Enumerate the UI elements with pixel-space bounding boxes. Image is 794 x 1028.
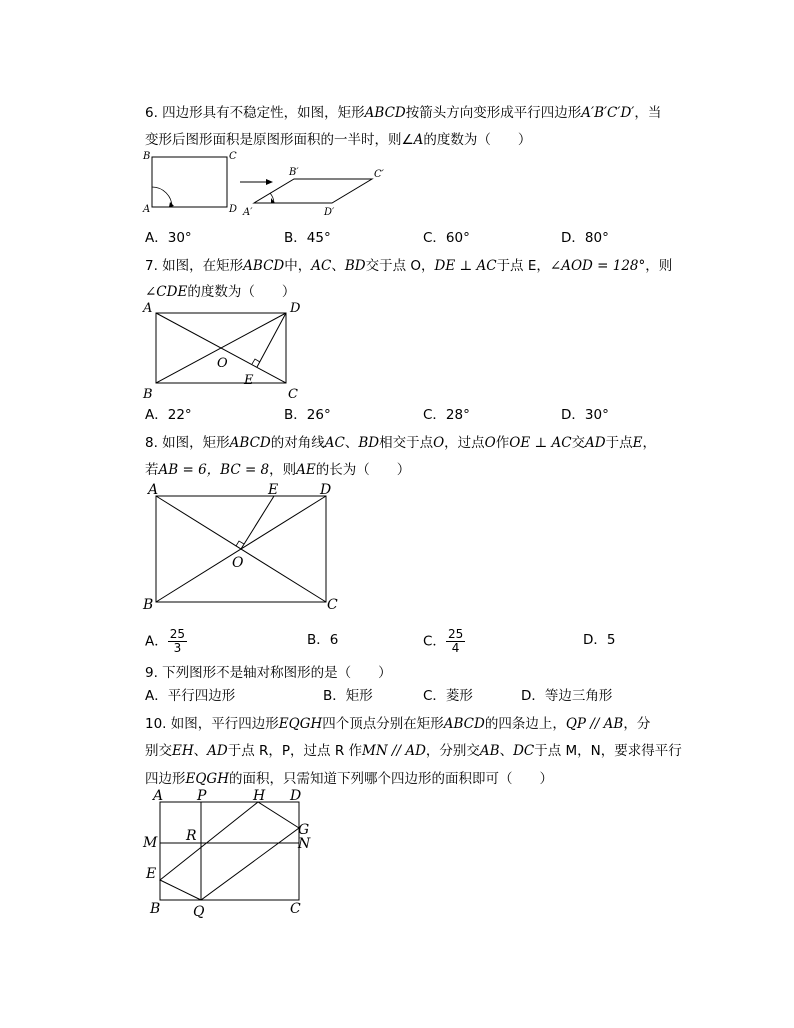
q10-label-R: R — [186, 828, 197, 844]
q10-label-N: N — [298, 836, 311, 852]
q7-label-A: A — [143, 301, 153, 316]
q8-text: ，则 — [269, 462, 297, 478]
q7-label-O: O — [217, 356, 228, 371]
q10-rectangle — [160, 802, 299, 900]
q8-label-B: B — [143, 597, 154, 613]
q7-math: ∠AOD = 128° — [549, 258, 646, 274]
q6-label-D: D — [229, 204, 238, 215]
q8-option-c[interactable] — [423, 628, 465, 655]
q10-label-M: M — [143, 835, 158, 851]
q10-label-G: G — [298, 822, 310, 838]
q10-text: 于点 R，P，过点 R 作 — [227, 743, 362, 759]
q6-line-2 — [145, 131, 531, 149]
q10-figure — [140, 786, 320, 921]
q6-option-a[interactable]: A．30° — [145, 230, 192, 246]
q6-rectangle — [152, 157, 227, 207]
q10-line-2 — [145, 742, 682, 760]
q7-math: DE ⊥ AC — [434, 258, 497, 274]
q10-text: 、 — [499, 743, 514, 759]
q8-text: 相交于点 — [379, 435, 434, 451]
q9-option-c[interactable]: C．菱形 — [423, 688, 473, 704]
q10-text: 的四条边上， — [484, 716, 566, 732]
q10-label-D: D — [290, 788, 302, 804]
q10-text: 于点 M，N，要求得平行 — [534, 743, 682, 759]
q8-math: E — [632, 435, 643, 451]
q6-arrowhead — [266, 179, 273, 185]
fraction-numerator: 25 — [169, 627, 186, 641]
q10-text: ，分别交 — [425, 743, 480, 759]
q8-text: ，过点 — [444, 435, 485, 451]
q7-text: 7. 如图，在矩形 — [145, 258, 244, 274]
q7-text: ，则 — [645, 258, 673, 274]
q10-text: 、 — [193, 743, 208, 759]
q6-label-C-prime: C′ — [374, 169, 384, 180]
q9-line-1 — [145, 664, 392, 682]
q6-label-D-prime: D′ — [324, 207, 335, 218]
q7-text: 中， — [284, 258, 312, 274]
q6-text: 变形后图形面积是原图形面积的一半时，则∠ — [145, 132, 414, 148]
q10-math: QP // AB — [565, 716, 624, 732]
q8-segment-oe — [241, 496, 274, 549]
q8-option-b[interactable]: B．6 — [307, 632, 339, 648]
q7-line-1 — [145, 257, 672, 275]
q8-math: BD — [358, 435, 380, 451]
q10-text: ，分 — [623, 716, 651, 732]
q8-line-2 — [145, 461, 410, 479]
q10-label-Q: Q — [193, 904, 205, 920]
q9-option-d[interactable]: D．等边三角形 — [521, 688, 613, 704]
q8-label-A: A — [148, 482, 159, 498]
q6-math: ABCD — [364, 105, 406, 121]
q6-figure — [140, 148, 400, 220]
q6-option-b[interactable]: B．45° — [284, 230, 331, 246]
q7-math: ∠CDE — [145, 284, 188, 300]
q10-label-B: B — [150, 901, 161, 917]
q8-text: 8. 如图，矩形 — [145, 435, 230, 451]
q10-label-C: C — [290, 901, 301, 917]
q8-math: AB = 6，BC = 8 — [158, 462, 270, 478]
q6-angle-arc — [152, 187, 172, 207]
q10-math: EQGH — [185, 771, 229, 787]
q10-text: 四边形 — [145, 771, 186, 787]
q8-text: 的长为（ ） — [315, 462, 411, 478]
q8-option-c-label: C． — [423, 633, 446, 650]
q8-label-C: C — [327, 597, 338, 613]
q7-option-b[interactable]: B．26° — [284, 407, 331, 423]
q8-label-O: O — [232, 555, 244, 571]
q6-math: A — [413, 132, 424, 148]
q9-text: 9. 下列图形不是轴对称图形的是（ ） — [145, 665, 392, 681]
q7-label-E: E — [244, 373, 254, 388]
q6-label-C: C — [229, 151, 237, 162]
q10-text: 别交 — [145, 743, 172, 759]
fraction-denominator: 3 — [173, 641, 182, 655]
q8-math: OE ⊥ AC — [509, 435, 572, 451]
q8-option-d[interactable]: D．5 — [583, 632, 616, 648]
q10-math: MN // AD — [362, 743, 426, 759]
q7-option-c[interactable]: C．28° — [423, 407, 470, 423]
q10-label-E: E — [146, 866, 157, 882]
q6-option-d[interactable]: D．80° — [561, 230, 609, 246]
q10-text: 的面积，只需知道下列哪个四边形的面积即可（ ） — [228, 771, 553, 787]
q10-math: DC — [513, 743, 535, 759]
q7-label-D: D — [290, 301, 301, 316]
q7-option-d[interactable]: D．30° — [561, 407, 609, 423]
q7-text: 交于点 O， — [365, 258, 435, 274]
q8-math: ABCD — [229, 435, 271, 451]
q7-math: ABCD — [243, 258, 285, 274]
q8-text: 交 — [571, 435, 586, 451]
q10-text: 10. 如图，平行四边形 — [145, 716, 279, 732]
q6-line-1 — [145, 104, 661, 122]
q10-parallelogram-eqgh — [160, 802, 299, 900]
q6-label-B-prime: B′ — [289, 167, 299, 178]
q9-option-b[interactable]: B．矩形 — [323, 688, 373, 704]
q8-option-a[interactable] — [145, 628, 187, 655]
q8-option-a-label: A． — [145, 633, 168, 650]
q8-math: O — [484, 435, 496, 451]
q7-text: 于点 E， — [496, 258, 550, 274]
q7-label-C: C — [288, 387, 298, 402]
q8-option-a-fraction — [168, 628, 187, 655]
q10-math: ABCD — [443, 716, 485, 732]
q8-math: AD — [585, 435, 606, 451]
q7-figure — [140, 298, 310, 403]
q10-math: AD — [207, 743, 228, 759]
q8-math: O — [433, 435, 445, 451]
q8-label-D: D — [320, 482, 332, 498]
q6-text: 6. 四边形具有不稳定性，如图，矩形 — [145, 105, 365, 121]
q6-math: A′B′C′D′ — [581, 105, 635, 121]
q7-math: BD — [344, 258, 366, 274]
q10-label-P: P — [197, 788, 207, 804]
q10-label-H: H — [253, 788, 266, 804]
q6-label-A: A — [143, 204, 151, 215]
q7-option-a[interactable]: A．22° — [145, 407, 192, 423]
q6-text: ，当 — [634, 105, 662, 121]
q8-label-E: E — [268, 482, 279, 498]
q8-figure — [140, 478, 350, 618]
q6-option-c[interactable]: C．60° — [423, 230, 470, 246]
q10-label-A: A — [153, 788, 164, 804]
q10-line-1 — [145, 715, 650, 733]
q10-math: AB — [479, 743, 500, 759]
q8-text: 若 — [145, 462, 159, 478]
q8-text: 的对角线 — [270, 435, 325, 451]
q7-text: 、 — [331, 258, 345, 274]
q6-text: 的度数为（ ） — [423, 132, 532, 148]
q8-option-c-fraction — [446, 628, 465, 655]
q10-math: EQGH — [278, 716, 323, 732]
q6-text: 按箭头方向变形成平行四边形 — [405, 105, 582, 121]
q8-math: AE — [296, 462, 316, 478]
q6-label-B: B — [143, 151, 151, 162]
q7-text: 的度数为（ ） — [187, 284, 296, 300]
q9-option-a[interactable]: A．平行四边形 — [145, 688, 236, 704]
fraction-denominator: 4 — [451, 641, 460, 655]
q7-math: AC — [311, 258, 332, 274]
q7-label-B: B — [143, 387, 153, 402]
q8-text: 、 — [344, 435, 359, 451]
q8-math: AC — [324, 435, 345, 451]
q8-text: ， — [642, 435, 656, 451]
q10-text: 四个顶点分别在矩形 — [322, 716, 444, 732]
q10-math: EH — [172, 743, 194, 759]
q6-label-A-prime: A′ — [243, 207, 253, 218]
q8-line-1 — [145, 434, 656, 452]
q8-text: 于点 — [605, 435, 633, 451]
q8-text: 作 — [495, 435, 510, 451]
fraction-numerator: 25 — [447, 627, 464, 641]
